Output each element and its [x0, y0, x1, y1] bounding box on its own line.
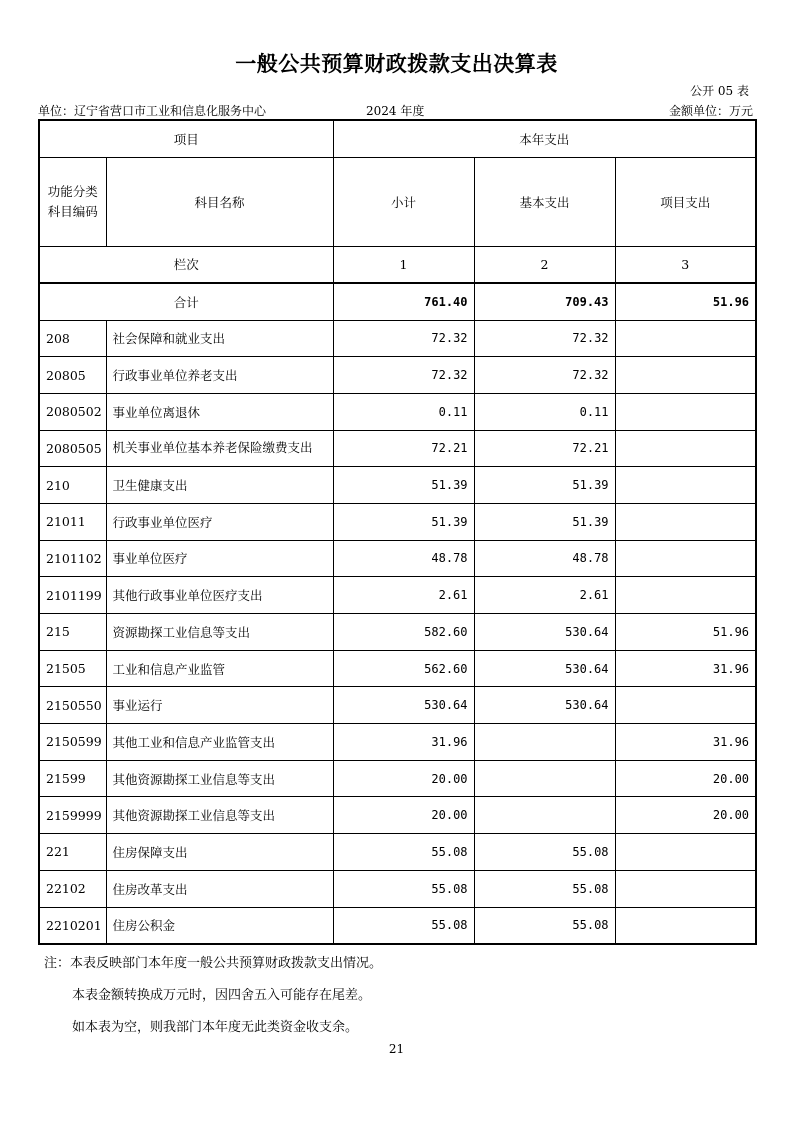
row-project: 20.00: [615, 760, 756, 797]
row-subtotal: 72.32: [333, 357, 474, 394]
column-order-1: 1: [333, 246, 474, 283]
row-project: [615, 907, 756, 944]
table-row: [39, 577, 756, 614]
table-row: [39, 430, 756, 467]
row-project: [615, 320, 756, 357]
row-subtotal: 20.00: [333, 760, 474, 797]
row-project: [615, 503, 756, 540]
table-row: [39, 614, 756, 651]
row-name: 住房保障支出: [106, 834, 333, 871]
row-basic: 72.32: [474, 320, 615, 357]
notes: [44, 948, 382, 1044]
total-row: [39, 283, 756, 320]
row-subtotal: 55.08: [333, 870, 474, 907]
reporting-unit: 单位：辽宁省营口市工业和信息化服务中心: [38, 104, 267, 118]
row-project: [615, 870, 756, 907]
row-basic: 48.78: [474, 540, 615, 577]
row-basic: 51.39: [474, 467, 615, 504]
row-name: 其他工业和信息产业监管支出: [106, 724, 333, 761]
table-row: [39, 467, 756, 504]
row-project: [615, 393, 756, 430]
table-row: [39, 724, 756, 761]
row-subtotal: 51.39: [333, 503, 474, 540]
row-code: 2159999: [39, 797, 106, 834]
row-subtotal: 55.08: [333, 834, 474, 871]
money-unit: 金额单位：万元: [668, 104, 753, 118]
row-code: 22102: [39, 870, 106, 907]
table-row: [39, 393, 756, 430]
row-basic: 72.21: [474, 430, 615, 467]
row-code: 2080502: [39, 393, 106, 430]
row-basic: 2.61: [474, 577, 615, 614]
row-name: 卫生健康支出: [106, 467, 333, 504]
row-project: [615, 430, 756, 467]
report-year: 2024 年度: [366, 104, 425, 118]
row-basic: [474, 760, 615, 797]
row-code: 215: [39, 614, 106, 651]
row-name: 行政事业单位养老支出: [106, 357, 333, 394]
row-project: [615, 834, 756, 871]
row-project: [615, 687, 756, 724]
row-basic: 530.64: [474, 687, 615, 724]
row-name: 工业和信息产业监管: [106, 650, 333, 687]
row-name: 其他资源勘探工业信息等支出: [106, 797, 333, 834]
total-subtotal: 761.40: [333, 283, 474, 320]
row-code: 21505: [39, 650, 106, 687]
header-basic: 基本支出: [474, 157, 615, 246]
row-subtotal: 51.39: [333, 467, 474, 504]
row-subtotal: 20.00: [333, 797, 474, 834]
row-basic: 530.64: [474, 614, 615, 651]
header-current-year: 本年支出: [333, 120, 756, 157]
row-code: 2101199: [39, 577, 106, 614]
page-number: 21: [388, 1042, 405, 1056]
header-project-exp: 项目支出: [615, 157, 756, 246]
row-project: [615, 357, 756, 394]
row-basic: 0.11: [474, 393, 615, 430]
header-subtotal: 小计: [333, 157, 474, 246]
row-basic: 530.64: [474, 650, 615, 687]
header-project: 项目: [39, 120, 333, 157]
row-subtotal: 562.60: [333, 650, 474, 687]
row-project: 20.00: [615, 797, 756, 834]
row-subtotal: 31.96: [333, 724, 474, 761]
row-basic: 55.08: [474, 834, 615, 871]
row-name: 机关事业单位基本养老保险缴费支出: [106, 430, 333, 467]
row-name: 社会保障和就业支出: [106, 320, 333, 357]
table-row: [39, 650, 756, 687]
row-project: 51.96: [615, 614, 756, 651]
form-number: 公开 05 表: [690, 84, 749, 98]
header-row-2: [39, 157, 756, 246]
row-code: 21599: [39, 760, 106, 797]
row-code: 2101102: [39, 540, 106, 577]
table-row: [39, 503, 756, 540]
row-name: 资源勘探工业信息等支出: [106, 614, 333, 651]
row-subtotal: 2.61: [333, 577, 474, 614]
row-code: 221: [39, 834, 106, 871]
total-project: 51.96: [615, 283, 756, 320]
table-row: [39, 760, 756, 797]
row-project: [615, 577, 756, 614]
row-subtotal: 530.64: [333, 687, 474, 724]
total-label: 合计: [39, 283, 333, 320]
column-order-3: 3: [615, 246, 756, 283]
table-row: [39, 687, 756, 724]
row-subtotal: 72.21: [333, 430, 474, 467]
row-code: 208: [39, 320, 106, 357]
report-title: 一般公共预算财政拨款支出决算表: [235, 52, 558, 76]
note-1: 注：本表反映部门本年度一般公共预算财政拨款支出情况。: [44, 956, 383, 971]
table-row: [39, 540, 756, 577]
expenditure-table: [38, 119, 757, 945]
row-name: 事业单位医疗: [106, 540, 333, 577]
row-name: 事业运行: [106, 687, 333, 724]
row-project: 31.96: [615, 724, 756, 761]
row-basic: 55.08: [474, 907, 615, 944]
header-subject-name: 科目名称: [106, 157, 333, 246]
row-name: 其他行政事业单位医疗支出: [106, 577, 333, 614]
header-row-1: [39, 120, 756, 157]
row-code: 210: [39, 467, 106, 504]
table-row: [39, 834, 756, 871]
total-basic: 709.43: [474, 283, 615, 320]
row-basic: 72.32: [474, 357, 615, 394]
row-code: 20805: [39, 357, 106, 394]
row-basic: 51.39: [474, 503, 615, 540]
row-code: 2150599: [39, 724, 106, 761]
note-2: 本表金额转换成万元时，因四舍五入可能存在尾差。: [72, 988, 372, 1003]
table-row: [39, 870, 756, 907]
column-order-row: [39, 246, 756, 283]
row-project: 31.96: [615, 650, 756, 687]
row-code: 2080505: [39, 430, 106, 467]
table-row: [39, 797, 756, 834]
row-code: 21011: [39, 503, 106, 540]
row-project: [615, 467, 756, 504]
row-code: 2150550: [39, 687, 106, 724]
row-basic: 55.08: [474, 870, 615, 907]
row-basic: [474, 724, 615, 761]
row-name: 其他资源勘探工业信息等支出: [106, 760, 333, 797]
row-name: 事业单位离退休: [106, 393, 333, 430]
row-name: 住房改革支出: [106, 870, 333, 907]
row-subtotal: 72.32: [333, 320, 474, 357]
table-row: [39, 907, 756, 944]
table-row: [39, 320, 756, 357]
row-subtotal: 48.78: [333, 540, 474, 577]
row-basic: [474, 797, 615, 834]
row-subtotal: 55.08: [333, 907, 474, 944]
report-meta: [38, 102, 753, 120]
row-name: 住房公积金: [106, 907, 333, 944]
column-order-label: 栏次: [39, 246, 333, 283]
row-subtotal: 0.11: [333, 393, 474, 430]
column-order-2: 2: [474, 246, 615, 283]
row-subtotal: 582.60: [333, 614, 474, 651]
row-project: [615, 540, 756, 577]
row-code: 2210201: [39, 907, 106, 944]
header-func-code: 功能分类科目编码: [39, 157, 106, 246]
row-name: 行政事业单位医疗: [106, 503, 333, 540]
note-3: 如本表为空，则我部门本年度无此类资金收支余。: [72, 1020, 359, 1035]
table-row: [39, 357, 756, 394]
